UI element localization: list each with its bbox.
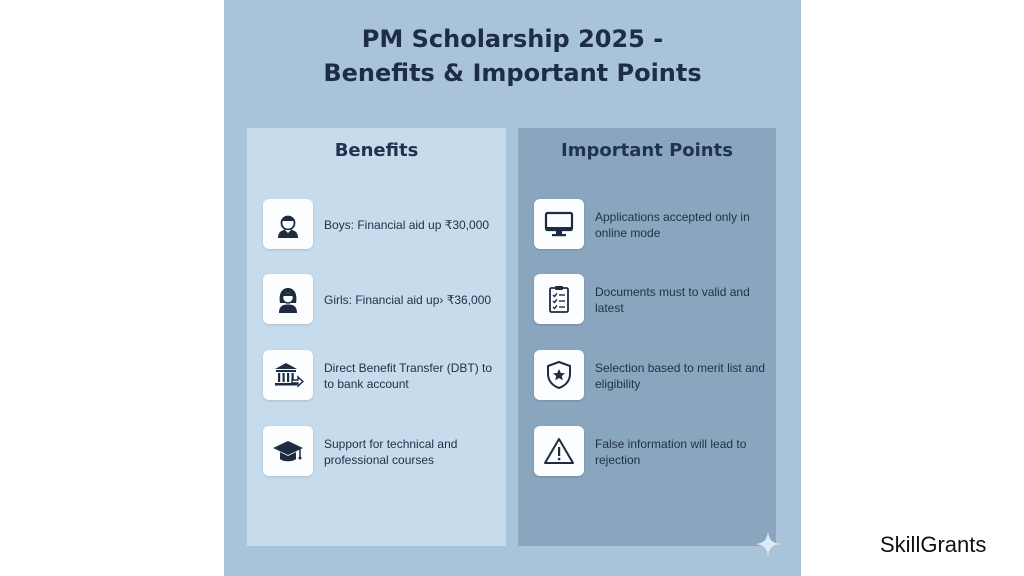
important-item [534, 350, 770, 402]
scholarship-poster [224, 0, 801, 576]
important-points-panel [518, 128, 776, 546]
poster-title [224, 22, 801, 90]
important-item [534, 426, 770, 478]
important-points-heading: Important Points [561, 140, 733, 161]
monitor-icon [534, 199, 584, 249]
benefit-item-text: Girls: Financial aid up› ₹36,000 [324, 293, 492, 307]
poster-title-line2: Benefits & Important Points [323, 59, 702, 87]
poster-title-line1: PM Scholarship 2025 - [361, 25, 664, 53]
important-item-text: Documents must to valid and latest [595, 285, 750, 315]
boy-icon [263, 199, 313, 249]
benefit-item [263, 350, 500, 402]
benefit-item [263, 199, 500, 251]
important-item-text: False information will lead to rejection [595, 437, 747, 467]
graduation-cap-icon [263, 426, 313, 476]
benefit-item-text: Support for technical and professional courses [324, 437, 458, 467]
sparkle-icon [752, 528, 784, 560]
benefit-item-text: Boys: Financial aid up ₹30,000 [324, 218, 490, 232]
benefits-heading: Benefits [334, 140, 419, 161]
warning-icon [534, 426, 584, 476]
important-item [534, 199, 770, 251]
important-item-text: Applications accepted only in online mode [595, 210, 750, 240]
checklist-icon [534, 274, 584, 324]
benefit-item-text: Direct Benefit Transfer (DBT) to to bank account [324, 361, 493, 391]
shield-star-icon [534, 350, 584, 400]
bank-transfer-icon [263, 350, 313, 400]
girl-icon [263, 274, 313, 324]
important-item-text: Selection based to merit list and eligibility [595, 361, 766, 391]
brand-label: SkillGrants [880, 532, 987, 557]
benefit-item [263, 274, 500, 326]
benefit-item [263, 426, 500, 478]
benefits-panel [247, 128, 506, 546]
important-item [534, 274, 770, 326]
